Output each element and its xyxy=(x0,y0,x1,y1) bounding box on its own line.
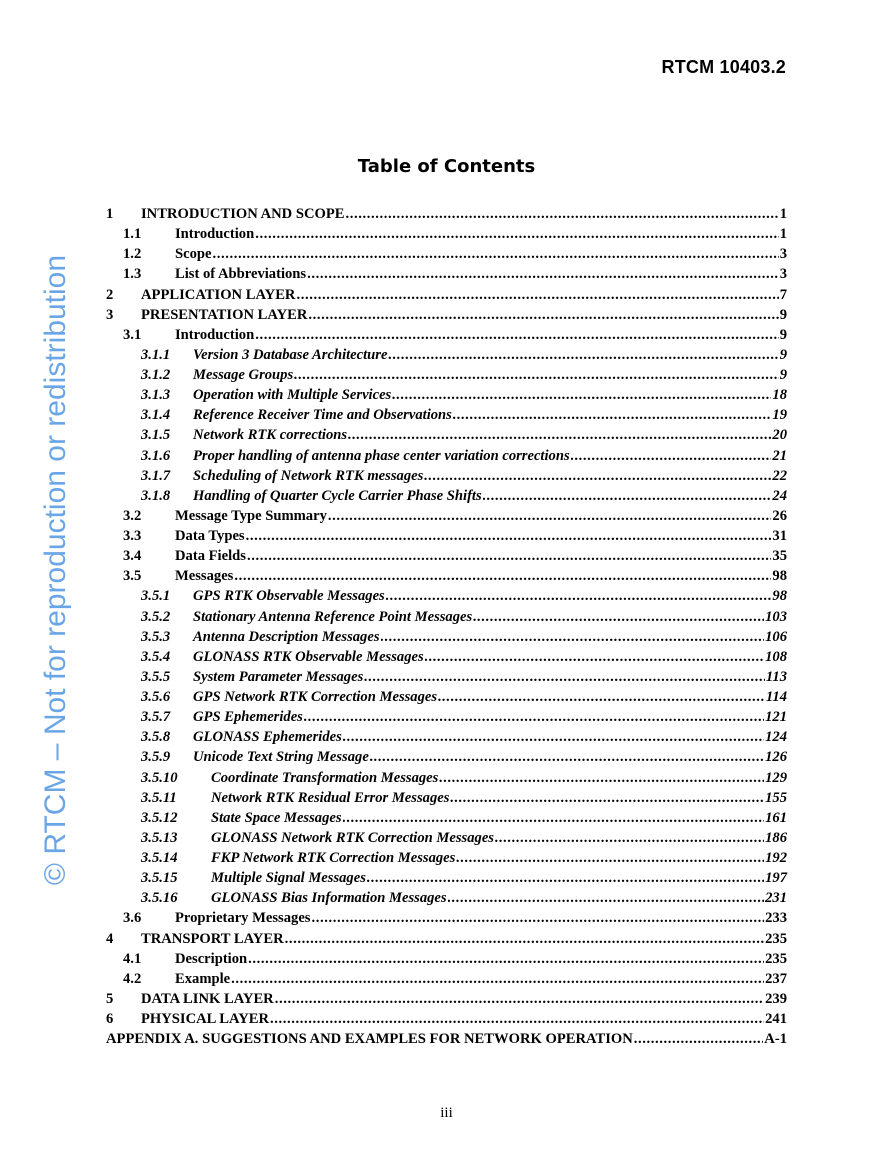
toc-entry-number: 3.5 xyxy=(123,568,142,585)
toc-entry-title: Introduction xyxy=(175,326,255,343)
toc-entry-page: 197 xyxy=(765,870,787,887)
toc-entry-page: 3 xyxy=(779,266,787,283)
toc-entry-number: 3.5.10 xyxy=(141,769,178,786)
toc-entry-page: 237 xyxy=(765,970,787,987)
dot-leader xyxy=(348,425,771,445)
toc-entry[interactable] xyxy=(106,486,787,506)
dot-leader xyxy=(346,204,779,224)
dot-leader xyxy=(294,365,779,385)
toc-entry-title: Proper handling of antenna phase center variation corrections xyxy=(193,447,570,464)
toc-entry-title: State Space Messages xyxy=(211,809,342,826)
toc-entry-page: 186 xyxy=(765,829,787,846)
toc-entry[interactable] xyxy=(106,747,787,767)
toc-entry[interactable] xyxy=(106,687,787,707)
dot-leader xyxy=(246,526,772,546)
toc-entry-page: 121 xyxy=(765,709,787,726)
toc-entry[interactable] xyxy=(106,808,787,828)
toc-entry[interactable] xyxy=(106,425,787,445)
toc-entry-number: 3 xyxy=(106,306,114,323)
toc-entry-title: Coordinate Transformation Messages xyxy=(211,769,439,786)
dot-leader xyxy=(448,888,765,908)
copyright-watermark: © RTCM – Not for reproduction or redistribution xyxy=(39,254,72,886)
dot-leader xyxy=(439,768,764,788)
toc-entry-number: 6 xyxy=(106,1011,114,1027)
toc-entry-page: 9 xyxy=(779,367,787,383)
dot-leader xyxy=(438,687,765,707)
dot-leader xyxy=(255,224,778,244)
toc-entry-number: 3.5.8 xyxy=(141,729,171,746)
toc-entry-page: 98 xyxy=(772,568,787,585)
dot-leader xyxy=(450,788,764,808)
toc-entry[interactable] xyxy=(106,969,787,989)
toc-entry-number: 3.1.5 xyxy=(141,427,171,444)
dot-leader xyxy=(308,305,778,325)
toc-entry[interactable] xyxy=(106,908,787,928)
toc-entry-page: 155 xyxy=(765,789,787,806)
toc-entry[interactable] xyxy=(106,788,787,808)
toc-entry-page: 7 xyxy=(779,286,787,303)
toc-entry-title: GLONASS Network RTK Correction Messages xyxy=(211,829,494,846)
dot-leader xyxy=(270,1009,764,1029)
toc-entry-page: 114 xyxy=(765,689,787,705)
toc-entry[interactable] xyxy=(106,868,787,888)
toc-entry[interactable] xyxy=(106,365,787,385)
toc-entry-title: PHYSICAL LAYER xyxy=(141,1011,270,1027)
dot-leader xyxy=(453,405,772,425)
toc-entry-title: DATA LINK LAYER xyxy=(141,990,274,1007)
toc-entry[interactable] xyxy=(106,586,787,606)
footer-page-number: iii xyxy=(440,1105,453,1121)
toc-entry-number: 3.4 xyxy=(123,548,142,565)
toc-entry-title: GPS Network RTK Correction Messages xyxy=(193,689,438,705)
toc-entry-title: TRANSPORT LAYER xyxy=(141,930,284,947)
dot-leader xyxy=(328,506,772,526)
dot-leader xyxy=(392,385,771,405)
toc-entry-page: 22 xyxy=(772,467,787,484)
toc-entry[interactable] xyxy=(106,546,787,566)
toc-entry-page: 9 xyxy=(779,306,787,323)
dot-leader xyxy=(367,868,764,888)
toc-entry-page: 3 xyxy=(779,246,787,263)
toc-entry[interactable] xyxy=(106,345,787,365)
toc-entry[interactable] xyxy=(106,224,787,244)
toc-entry[interactable] xyxy=(106,506,787,526)
toc-entry-page: 18 xyxy=(772,387,787,404)
toc-entry-title: Proprietary Messages xyxy=(175,910,311,927)
toc-entry-page: 98 xyxy=(772,588,787,605)
toc-entry-title: GPS Ephemerides xyxy=(193,709,303,726)
toc-entry-number: 1.2 xyxy=(123,246,142,263)
toc-entry[interactable] xyxy=(106,405,787,425)
toc-entry-page: 19 xyxy=(772,407,787,424)
dot-leader xyxy=(424,466,771,486)
toc-entry[interactable] xyxy=(106,949,787,969)
toc-entry-number: 3.5.14 xyxy=(141,850,178,866)
toc-entry-number: 3.1.7 xyxy=(141,467,171,484)
toc-entry-number: 3.5.7 xyxy=(141,709,171,726)
toc-entry-number: 4 xyxy=(106,930,114,947)
toc-entry-title: List of Abbreviations xyxy=(175,266,307,283)
toc-entry-number: 3.5.1 xyxy=(141,588,171,605)
toc-entry-title: Data Types xyxy=(175,528,245,544)
toc-entry[interactable] xyxy=(106,526,787,546)
toc-entry-page: 103 xyxy=(765,608,787,625)
dot-leader xyxy=(312,908,765,928)
dot-leader xyxy=(234,566,771,586)
toc-entry-page: 113 xyxy=(765,668,787,685)
toc-entry-page: 129 xyxy=(765,769,787,786)
toc-entry-number: 3.1.2 xyxy=(141,367,171,383)
toc-entry[interactable] xyxy=(106,325,787,345)
toc-entry[interactable] xyxy=(106,667,787,687)
toc-entry-number: 3.5.4 xyxy=(141,648,171,665)
toc-entry-number: 3.5.6 xyxy=(141,689,171,705)
toc-entry[interactable] xyxy=(106,627,787,647)
toc-entry-title: Scope xyxy=(175,246,212,263)
dot-leader xyxy=(386,586,772,606)
toc-entry-number: 3.1.6 xyxy=(141,447,171,464)
toc-entry-number: 3.5.5 xyxy=(141,668,171,685)
toc-entry-number: 3.5.3 xyxy=(141,628,171,645)
toc-entry-number: 3.6 xyxy=(123,910,142,927)
toc-entry-page: 231 xyxy=(765,890,787,907)
toc-entry-title: Network RTK Residual Error Messages xyxy=(211,789,450,806)
dot-leader xyxy=(634,1029,764,1049)
toc-entry-title: Description xyxy=(175,950,248,967)
dot-leader xyxy=(388,345,778,365)
toc-entry-number: 4.2 xyxy=(123,970,142,987)
toc-heading: Table of Contents xyxy=(357,156,536,177)
toc-entry-title: FKP Network RTK Correction Messages xyxy=(211,850,456,866)
toc-entry-number: 3.5.15 xyxy=(141,870,178,887)
toc-entry-page: A-1 xyxy=(764,1031,787,1048)
toc-entry-page: 9 xyxy=(779,326,787,343)
toc-entry-page: 26 xyxy=(772,507,787,524)
toc-entry-title: Network RTK corrections xyxy=(193,427,348,444)
toc-entry-page: 235 xyxy=(765,950,787,967)
toc-entry-number: 4.1 xyxy=(123,950,142,967)
dot-leader xyxy=(370,747,764,767)
toc-entry-page: 124 xyxy=(765,729,787,746)
toc-entry-page: 24 xyxy=(772,487,787,504)
dot-leader xyxy=(296,285,778,305)
toc-entry-title: GPS RTK Observable Messages xyxy=(193,588,385,605)
toc-entry-title: Message Groups xyxy=(193,367,294,383)
toc-entry-number: 2 xyxy=(106,286,114,303)
toc-entry-title: Stationary Antenna Reference Point Messages xyxy=(193,608,473,625)
toc-entry-number: 5 xyxy=(106,990,114,1007)
toc-entry[interactable] xyxy=(106,848,787,868)
toc-entry-number: 3.5.11 xyxy=(141,789,177,806)
dot-leader xyxy=(473,607,764,627)
dot-leader xyxy=(571,446,772,466)
toc-entry[interactable] xyxy=(106,828,787,848)
toc-entry-page: 126 xyxy=(765,749,787,766)
toc-entry-number: 1.3 xyxy=(123,266,142,283)
dot-leader xyxy=(343,727,764,747)
toc-entry[interactable] xyxy=(106,446,787,466)
toc-entry-title: GLONASS RTK Observable Messages xyxy=(193,648,424,665)
table-of-contents xyxy=(106,204,787,1049)
toc-entry-title: APPLICATION LAYER xyxy=(141,286,296,303)
toc-entry-title: System Parameter Messages xyxy=(193,668,364,685)
toc-entry[interactable] xyxy=(106,264,787,284)
toc-entry[interactable] xyxy=(106,385,787,405)
toc-entry[interactable] xyxy=(106,888,787,908)
toc-entry-page: 20 xyxy=(772,427,787,444)
toc-entry-title: Operation with Multiple Services xyxy=(193,387,392,404)
toc-entry-title: Version 3 Database Architecture xyxy=(193,346,388,363)
dot-leader xyxy=(285,929,764,949)
toc-entry-title: Messages xyxy=(175,568,234,585)
dot-leader xyxy=(212,244,778,264)
dot-leader xyxy=(456,848,764,868)
toc-entry-page: 106 xyxy=(765,628,787,645)
toc-entry-title: Reference Receiver Time and Observations xyxy=(193,407,452,424)
toc-entry-page: 235 xyxy=(765,930,787,947)
dot-leader xyxy=(343,808,765,828)
toc-entry[interactable] xyxy=(106,204,787,224)
toc-entry-page: 239 xyxy=(765,990,787,1007)
toc-entry-title: GLONASS Ephemerides xyxy=(193,729,342,746)
toc-entry-number: 3.1.8 xyxy=(141,487,171,504)
toc-entry-page: 1 xyxy=(779,206,787,222)
toc-entry[interactable] xyxy=(106,1009,787,1029)
toc-entry-page: 108 xyxy=(765,648,787,665)
toc-entry-number: 3.5.13 xyxy=(141,829,178,846)
toc-entry-title: GLONASS Bias Information Messages xyxy=(211,890,447,907)
toc-entry-title: Antenna Description Messages xyxy=(193,628,380,645)
dot-leader xyxy=(247,546,771,566)
toc-entry-title: Unicode Text String Message xyxy=(193,749,369,766)
toc-entry-number: 3.1.4 xyxy=(141,407,171,424)
toc-entry-page: 9 xyxy=(779,346,787,363)
toc-entry[interactable] xyxy=(106,305,787,325)
toc-entry-page: 233 xyxy=(765,910,787,927)
toc-entry-title: Multiple Signal Messages xyxy=(211,870,366,887)
toc-entry-number: 3.3 xyxy=(123,528,142,544)
dot-leader xyxy=(231,969,764,989)
toc-entry-number: 3.1 xyxy=(123,326,142,343)
toc-entry-page: 161 xyxy=(765,809,787,826)
toc-entry-number: 3.5.16 xyxy=(141,890,178,907)
document-id: RTCM 10403.2 xyxy=(661,57,786,77)
dot-leader xyxy=(248,949,764,969)
toc-entry[interactable] xyxy=(106,647,787,667)
dot-leader xyxy=(364,667,765,687)
toc-entry[interactable] xyxy=(106,707,787,727)
dot-leader xyxy=(304,707,764,727)
toc-entry-page: 35 xyxy=(772,548,787,565)
toc-entry[interactable] xyxy=(106,768,787,788)
dot-leader xyxy=(495,828,764,848)
toc-entry-page: 192 xyxy=(765,850,787,866)
toc-entry-number: 3.1.3 xyxy=(141,387,171,404)
toc-entry-number: 1 xyxy=(106,206,114,222)
toc-entry[interactable] xyxy=(106,989,787,1009)
toc-entry-title: INTRODUCTION AND SCOPE xyxy=(141,206,345,222)
toc-entry-number: 3.5.9 xyxy=(141,749,171,766)
toc-entry[interactable] xyxy=(106,285,787,305)
toc-entry-number: 3.2 xyxy=(123,507,142,524)
toc-entry-title: Message Type Summary xyxy=(175,507,327,524)
toc-entry[interactable] xyxy=(106,566,787,586)
dot-leader xyxy=(255,325,778,345)
toc-entry-page: 1 xyxy=(779,226,787,243)
toc-entry-number: 3.5.12 xyxy=(141,809,178,826)
toc-entry-title: PRESENTATION LAYER xyxy=(141,306,308,323)
toc-entry[interactable] xyxy=(106,929,787,949)
toc-entry[interactable] xyxy=(106,727,787,747)
dot-leader xyxy=(483,486,772,506)
toc-entry-number: 3.5.2 xyxy=(141,608,171,625)
toc-entry-title: Scheduling of Network RTK messages xyxy=(193,467,424,484)
toc-entry[interactable] xyxy=(106,1029,787,1049)
toc-entry-title: Introduction xyxy=(175,226,255,243)
dot-leader xyxy=(275,989,764,1009)
toc-entry-page: 31 xyxy=(772,528,787,544)
toc-entry-title: Example xyxy=(175,970,231,987)
dot-leader xyxy=(381,627,765,647)
dot-leader xyxy=(307,264,779,284)
toc-entry-number: 1.1 xyxy=(123,226,142,243)
toc-entry[interactable] xyxy=(106,607,787,627)
toc-entry-page: 21 xyxy=(772,447,787,464)
toc-entry[interactable] xyxy=(106,466,787,486)
toc-entry-title: APPENDIX A. SUGGESTIONS AND EXAMPLES FOR NETWORK OPERATION xyxy=(106,1031,633,1048)
toc-entry-title: Handling of Quarter Cycle Carrier Phase Shifts xyxy=(193,487,482,504)
toc-entry-number: 3.1.1 xyxy=(141,346,171,363)
dot-leader xyxy=(425,647,764,667)
toc-entry-title: Data Fields xyxy=(175,548,246,565)
toc-entry[interactable] xyxy=(106,244,787,264)
toc-entry-page: 241 xyxy=(765,1011,787,1027)
